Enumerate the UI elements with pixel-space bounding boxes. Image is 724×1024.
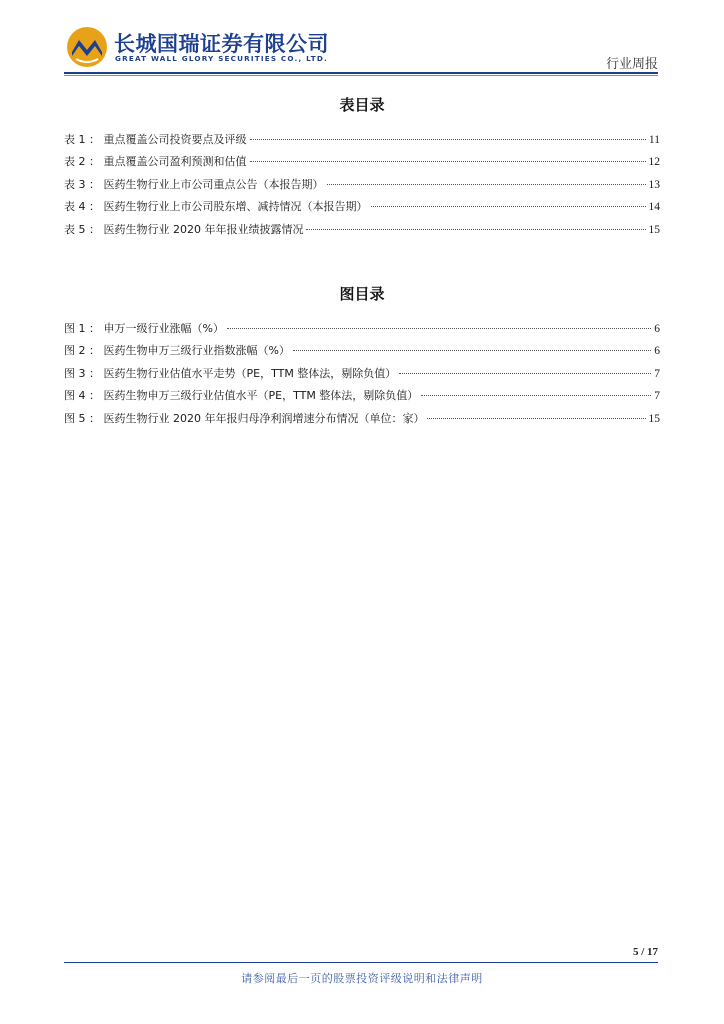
report-type-label: 行业周报	[605, 57, 658, 72]
toc-entry-page: 14	[648, 201, 660, 214]
toc-entry-page: 12	[648, 156, 660, 169]
toc-entry-label: 图 1 ： 申万一级行业涨幅（%）	[64, 322, 224, 335]
figures-toc-list	[64, 320, 660, 432]
toc-dot-leader	[227, 328, 651, 329]
toc-dot-leader	[250, 139, 646, 140]
tables-toc-list	[64, 131, 660, 243]
tables-toc-title: 表目录	[339, 96, 385, 114]
company-name-en: GREAT WALL GLORY SECURITIES CO., LTD.	[115, 54, 328, 63]
toc-dot-leader	[371, 206, 646, 207]
toc-entry-page: 11	[648, 134, 660, 146]
toc-dot-leader	[399, 373, 651, 374]
toc-entry[interactable]	[64, 320, 660, 342]
toc-entry-label: 表 1 ： 重点覆盖公司投资要点及评级	[64, 133, 247, 146]
page-number: 5 / 17	[632, 946, 658, 958]
toc-dot-leader	[293, 350, 651, 351]
toc-entry-label: 表 5 ： 医药生物行业 2020 年年报业绩披露情况	[64, 222, 304, 236]
footer-disclaimer-note: 请参阅最后一页的股票投资评级说明和法律声明	[241, 972, 483, 985]
toc-entry[interactable]	[64, 221, 660, 243]
header-divider-thin	[64, 75, 658, 76]
company-name-cn: 长城国瑞证券有限公司	[114, 32, 329, 56]
toc-entry-page: 13	[648, 178, 660, 191]
toc-entry-page: 7	[654, 367, 660, 380]
toc-entry-label: 图 3 ： 医药生物行业估值水平走势（PE，TTM 整体法，剔除负值）	[64, 366, 397, 380]
toc-dot-leader	[250, 161, 646, 162]
toc-entry[interactable]	[64, 198, 660, 220]
toc-entry-label: 图 2 ： 医药生物申万三级行业指数涨幅（%）	[64, 344, 290, 358]
toc-entry[interactable]	[64, 387, 660, 409]
toc-entry-label: 表 4 ： 医药生物行业上市公司股东增、减持情况（本报告期）	[64, 200, 368, 214]
footer-divider	[64, 962, 658, 963]
toc-dot-leader	[327, 184, 646, 185]
toc-dot-leader	[421, 395, 651, 396]
toc-entry[interactable]	[64, 176, 660, 198]
header-divider	[64, 72, 658, 74]
page-header	[0, 0, 724, 80]
toc-entry-page: 15	[648, 223, 660, 236]
toc-entry[interactable]	[64, 131, 660, 153]
toc-entry[interactable]	[64, 342, 660, 364]
toc-entry-page: 6	[654, 323, 660, 335]
toc-entry[interactable]	[64, 153, 660, 175]
toc-entry-page: 6	[654, 345, 660, 358]
toc-entry[interactable]	[64, 365, 660, 387]
toc-dot-leader	[306, 229, 645, 230]
toc-entry-label: 表 2 ： 重点覆盖公司盈利预测和估值	[64, 155, 247, 169]
toc-entry-page: 7	[654, 390, 660, 403]
toc-entry[interactable]	[64, 410, 660, 432]
toc-entry-page: 15	[648, 412, 660, 425]
toc-dot-leader	[427, 418, 645, 419]
toc-entry-label: 图 5 ： 医药生物行业 2020 年年报归母净利润增速分布情况（单位：家）	[64, 411, 425, 425]
toc-entry-label: 表 3 ： 医药生物行业上市公司重点公告（本报告期）	[64, 177, 324, 191]
toc-entry-label: 图 4 ： 医药生物申万三级行业估值水平（PE，TTM 整体法，剔除负值）	[64, 389, 419, 403]
company-logo-icon	[66, 26, 108, 68]
figures-toc-title: 图目录	[339, 285, 385, 303]
